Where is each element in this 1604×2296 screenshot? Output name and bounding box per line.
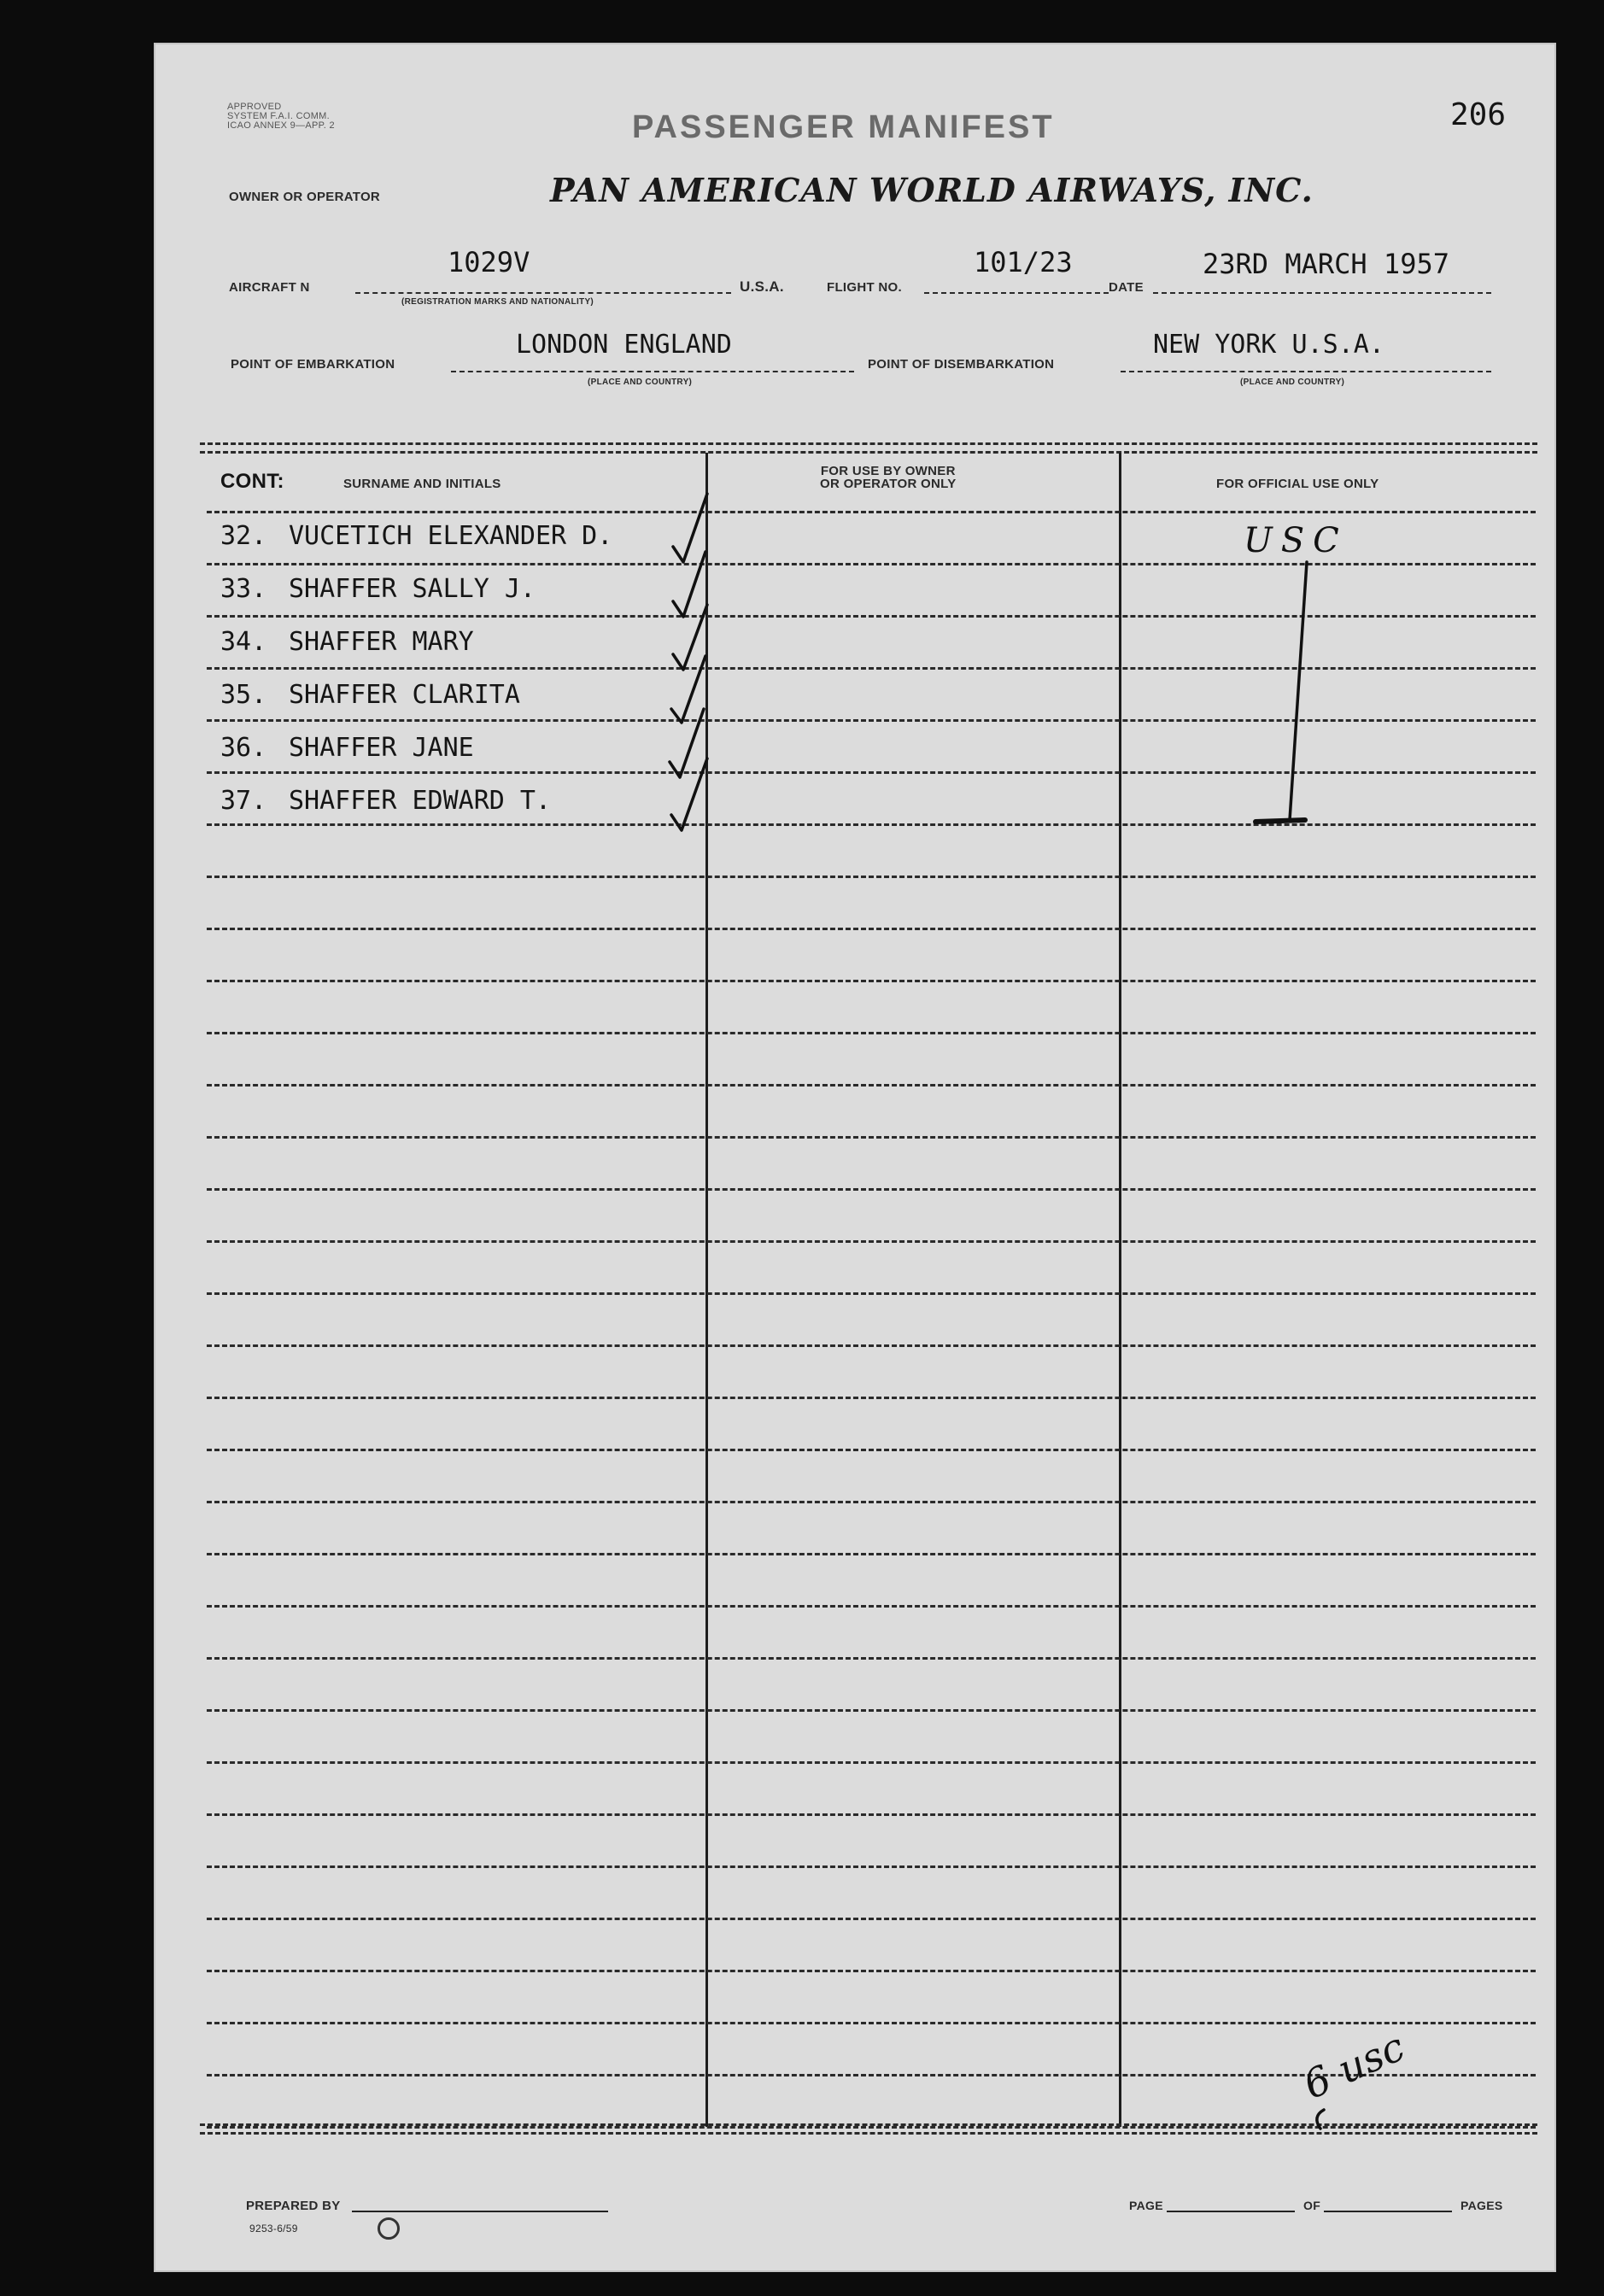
column-header-official: FOR OFFICIAL USE ONLY: [1216, 477, 1379, 491]
row-number: 35.: [220, 680, 267, 710]
owner-label: OWNER OR OPERATOR: [229, 190, 381, 204]
of-label: OF: [1303, 2199, 1321, 2212]
aircraft-label: AIRCRAFT N: [229, 280, 310, 295]
check-mark-icon: [673, 494, 707, 562]
manifest-page: [154, 43, 1556, 2272]
check-mark-icon: [670, 709, 704, 777]
check-mark-icon: [671, 758, 707, 830]
disembark-place-note: (PLACE AND COUNTRY): [1240, 378, 1345, 387]
flight-label: FLIGHT NO.: [827, 280, 902, 295]
disembark-place: NEW YORK U.S.A.: [1153, 330, 1384, 360]
total-mark-stroke: [1317, 2110, 1324, 2129]
passenger-name: VUCETICH ELEXANDER D.: [289, 521, 613, 551]
passenger-name: SHAFFER EDWARD T.: [289, 786, 552, 816]
handwriting-layer: [154, 43, 1556, 2272]
official-bracket-line: [1290, 562, 1307, 820]
manifest-date: 23RD MARCH 1957: [1203, 248, 1449, 280]
row-number: 36.: [220, 733, 267, 763]
total-count-mark: 6 usc: [1297, 2023, 1412, 2108]
row-number: 37.: [220, 786, 267, 816]
cont-label: CONT:: [220, 470, 284, 493]
disembark-label: POINT OF DISEMBARKATION: [868, 357, 1055, 372]
official-use-mark: USC: [1244, 521, 1348, 560]
passenger-name: SHAFFER CLARITA: [289, 680, 520, 710]
passenger-name: SHAFFER MARY: [289, 627, 474, 657]
date-label: DATE: [1109, 280, 1144, 295]
row-number: 33.: [220, 574, 267, 604]
stamp-icon: [378, 2217, 400, 2240]
approval-note: APPROVED SYSTEM F.A.I. COMM. ICAO ANNEX 9—APP. 2: [227, 102, 335, 131]
pages-label: PAGES: [1461, 2199, 1503, 2212]
page-number: 206: [1450, 97, 1507, 132]
passenger-name: SHAFFER JANE: [289, 733, 474, 763]
page-line: [1167, 2211, 1295, 2212]
check-mark-icon: [671, 656, 705, 723]
embark-label: POINT OF EMBARKATION: [231, 357, 395, 372]
embark-place: LONDON ENGLAND: [516, 330, 732, 360]
column-header-operator: FOR USE BY OWNER OR OPERATOR ONLY: [820, 464, 957, 491]
flight-number: 101/23: [974, 246, 1073, 278]
official-bracket-foot: [1256, 820, 1305, 822]
column-header-names: SURNAME AND INITIALS: [343, 477, 501, 491]
embark-place-note: (PLACE AND COUNTRY): [588, 378, 693, 387]
country-label: U.S.A.: [740, 278, 784, 295]
of-line: [1324, 2211, 1452, 2212]
check-mark-icon: [673, 552, 705, 617]
aircraft-number: 1029V: [448, 246, 530, 278]
prepared-line: [352, 2211, 608, 2212]
page-label: PAGE: [1129, 2199, 1163, 2212]
passenger-name: SHAFFER SALLY J.: [289, 574, 536, 604]
registration-note: (REGISTRATION MARKS AND NATIONALITY): [401, 297, 594, 307]
prepared-label: PREPARED BY: [246, 2199, 341, 2213]
page-title: PASSENGER MANIFEST: [632, 109, 1055, 145]
form-number: 9253-6/59: [249, 2223, 298, 2234]
row-number: 32.: [220, 521, 267, 551]
operator-name: PAN AMERICAN WORLD AIRWAYS, INC.: [550, 171, 1314, 209]
check-mark-icon: [673, 605, 707, 670]
row-number: 34.: [220, 627, 267, 657]
